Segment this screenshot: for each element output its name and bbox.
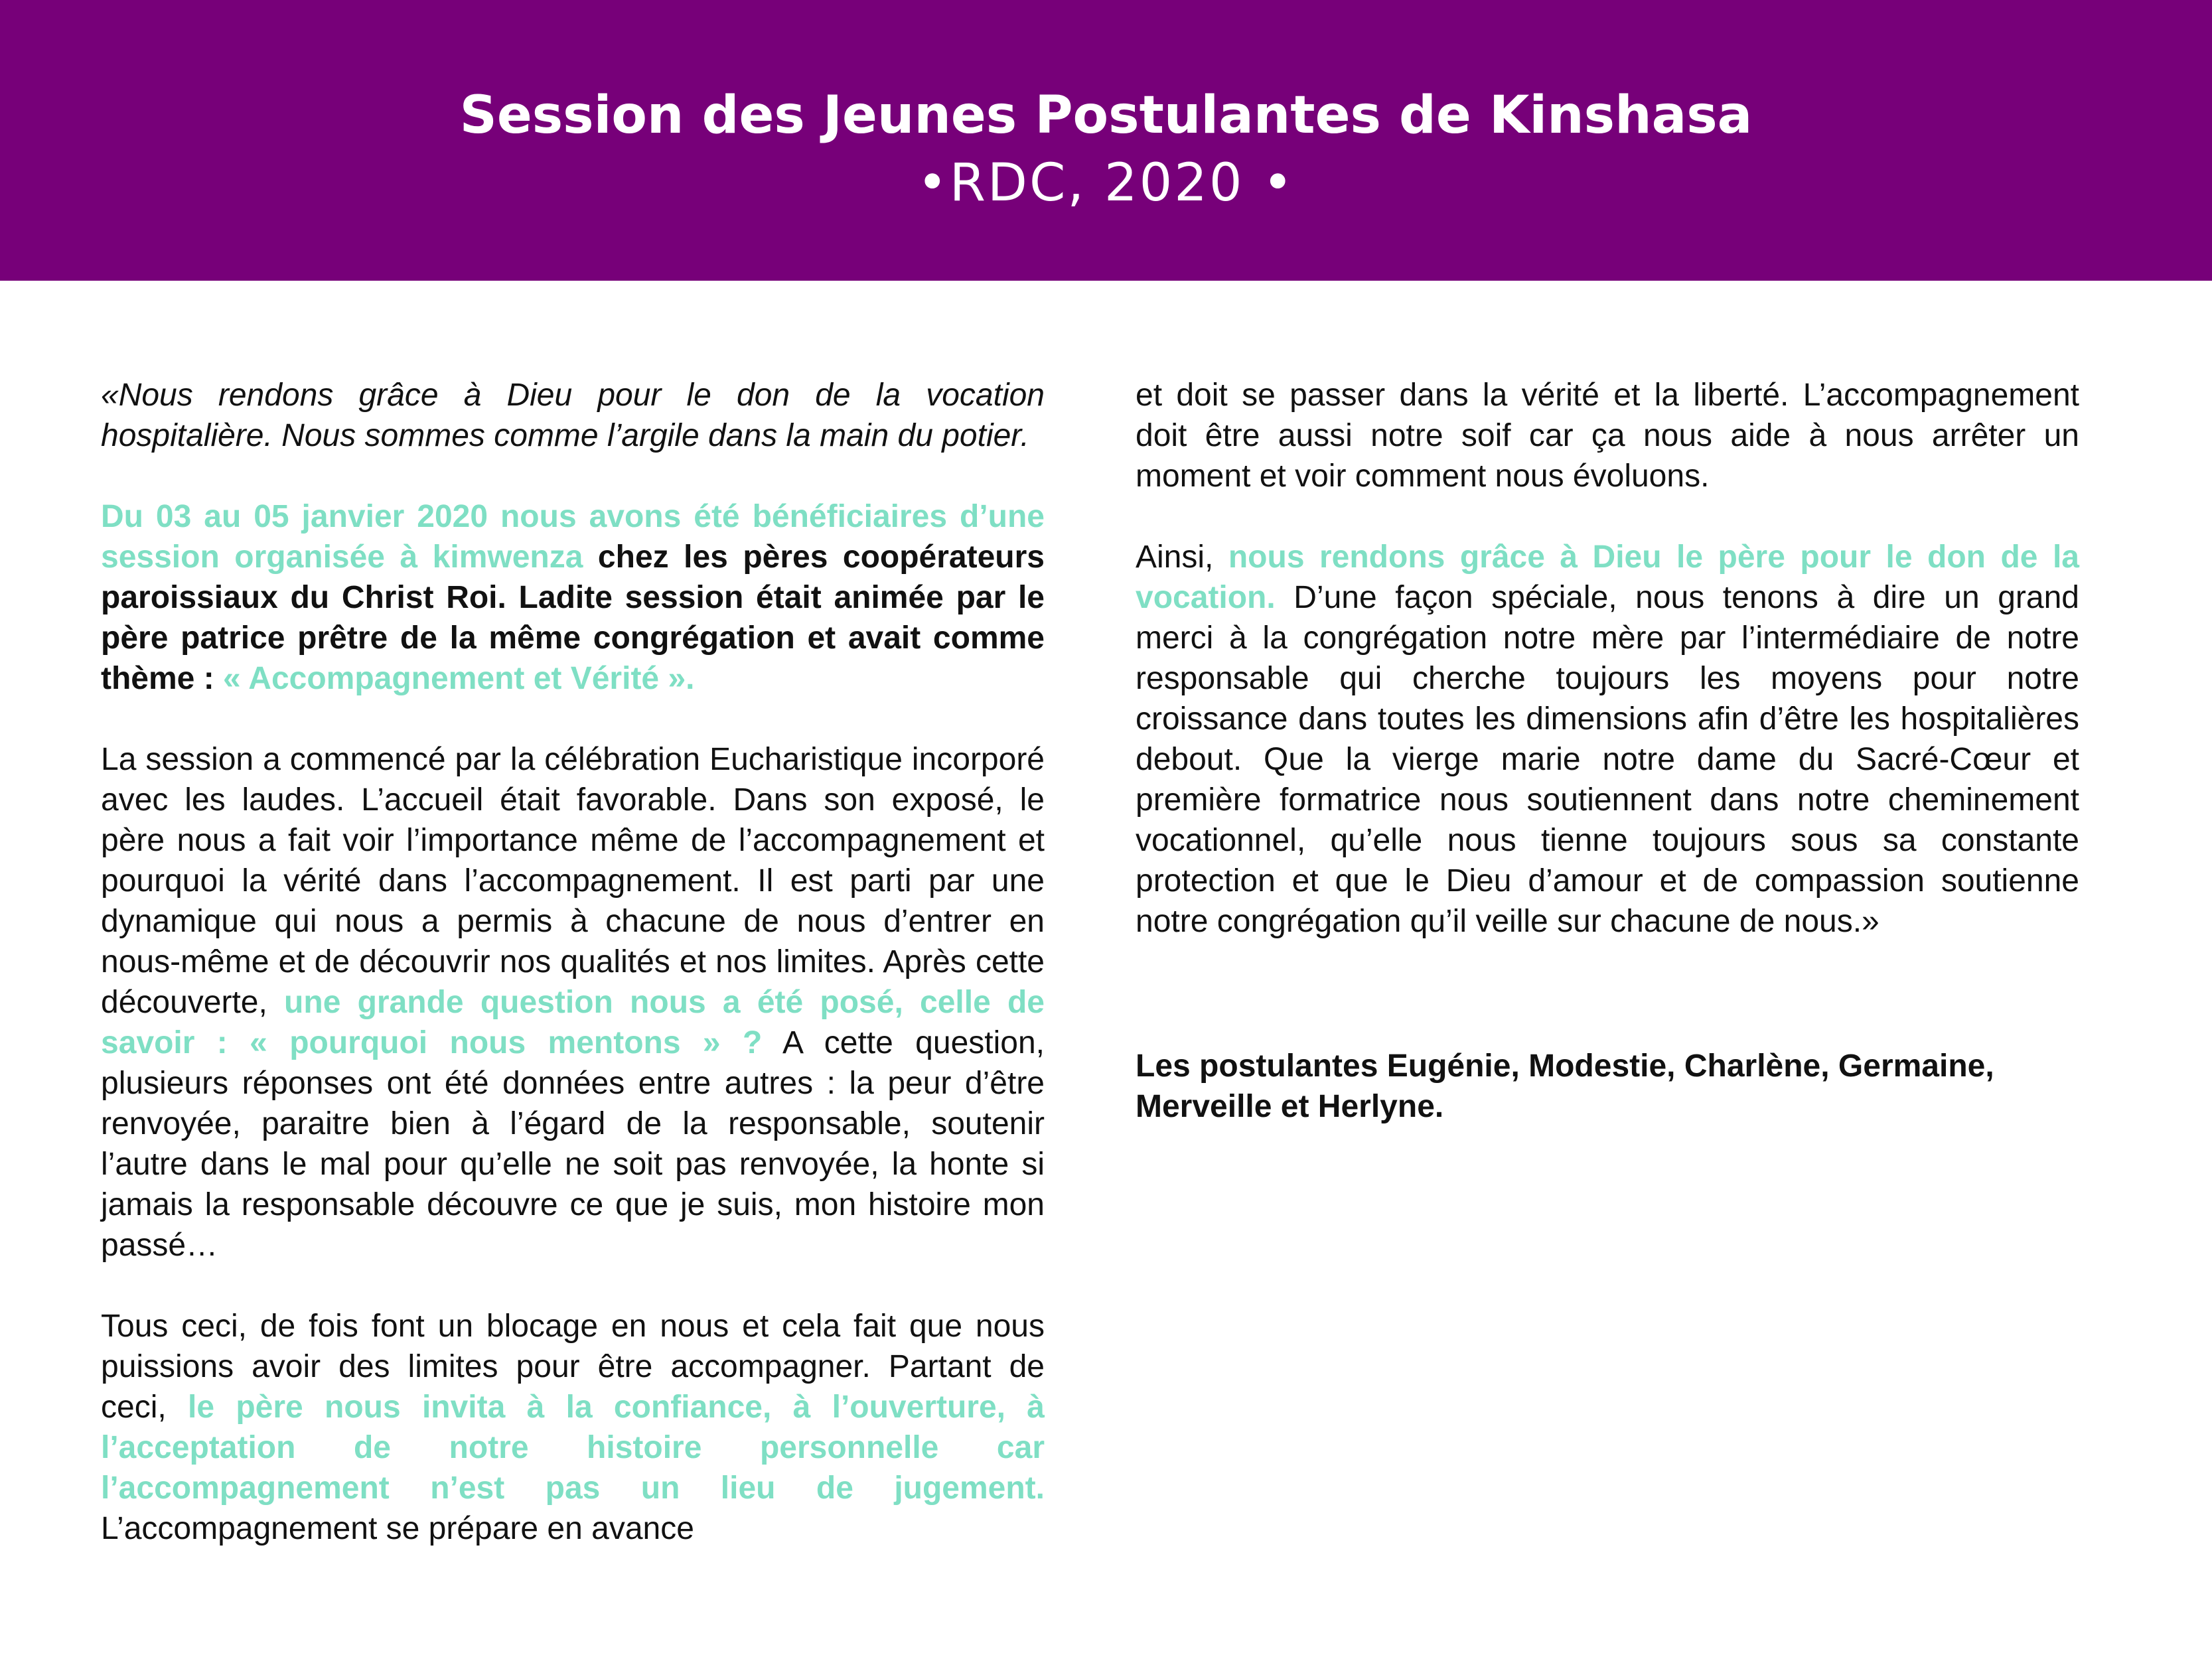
highlight-text: Du 03 au 05 janvier 2020 nous avons été bénéficiaires d’une session organisée à kimwenza <box>101 499 1045 575</box>
question-highlight: une grande question nous a été posé, celle de savoir : « pourquoi nous mentons » ? <box>101 985 1045 1060</box>
session-paragraph <box>101 496 1045 699</box>
body-text: Tous ceci, de fois font un blocage en nous et cela fait que nous puissions avoir des limites pour être accompagner. Partant de ceci, <box>101 1309 1045 1425</box>
header-banner <box>0 0 2212 281</box>
gratitude-highlight: nous rendons grâce à Dieu le père pour le don de la vocation. <box>1136 540 2079 615</box>
page-title: Session des Jeunes Postulantes de Kinshasa <box>459 86 1753 145</box>
page-subtitle: •RDC, 2020 • <box>917 153 1295 213</box>
session-description-paragraph <box>101 739 1045 1265</box>
left-column <box>101 375 1045 1589</box>
body-text: Ainsi, <box>1136 540 1228 575</box>
body-text: A cette question, plusieurs réponses ont été données entre autres : la peur d’être renvoyée, paraitre bien à l’égard de la responsable, soutenir l’autre dans le mal pour qu’elle ne soit pas renvoyée, la honte si jamais la responsable découvre ce que je suis, mon histoire mon passé… <box>101 1025 1045 1263</box>
body-text: D’une façon spéciale, nous tenons à dire un grand merci à la congrégation notre mère par l’intermédiaire de notre responsable qui cherche toujours les moyens pour notre croissance dans toutes les dimensions afin d’être les hospitalières debout. Que la vierge marie notre dame du Sacré-Cœur et première formatrice nous soutiennent dans notre cheminement vocationnel, qu’elle nous tienne toujours sous sa constante protection et que le Dieu d’amour et de compassion soutienne notre congrégation qu’il veille sur chacune de nous.» <box>1136 580 2079 939</box>
conclusion-paragraph <box>101 1306 1045 1549</box>
thanks-paragraph <box>1136 537 2079 942</box>
invitation-highlight: le père nous invita à la confiance, à l’ouverture, à l’acceptation de notre histoire personnelle car l’accompagnement n’est pas un lieu de jugement. <box>101 1390 1045 1506</box>
body-text: La session a commencé par la célébration Eucharistique incorporé avec les laudes. L’accueil était favorable. Dans son exposé, le père nous a fait voir l’importance même de l’accompagnement et pourquoi la vérité dans l’accompagnement. Il est parti par une dynamique qui nous a permis à chacune de nous d’entrer en nous-même et de découvrir nos qualités et nos limites. Après cette découverte, <box>101 742 1045 1020</box>
intro-quote: «Nous rendons grâce à Dieu pour le don de la vocation hospitalière. Nous sommes comme l’argile dans la main du potier. <box>101 378 1045 453</box>
signature: Les postulantes Eugénie, Modestie, Charlène, Germaine, Merveille et Herlyne. <box>1136 1048 1994 1124</box>
continuation-paragraph: et doit se passer dans la vérité et la liberté. L’accompagnement doit être aussi notre soif car ça nous aide à nous arrêter un moment et voir comment nous évoluons. <box>1136 378 2079 494</box>
theme-highlight: « Accompagnement et Vérité ». <box>223 661 695 696</box>
body-text: L’accompagnement se prépare en avance <box>101 1511 694 1546</box>
bold-text: chez les pères coopérateurs paroissiaux du Christ Roi. Ladite session était animée par le père patrice prêtre de la même congrégation et avait comme thème : <box>101 540 1045 696</box>
right-column <box>1136 375 2079 982</box>
